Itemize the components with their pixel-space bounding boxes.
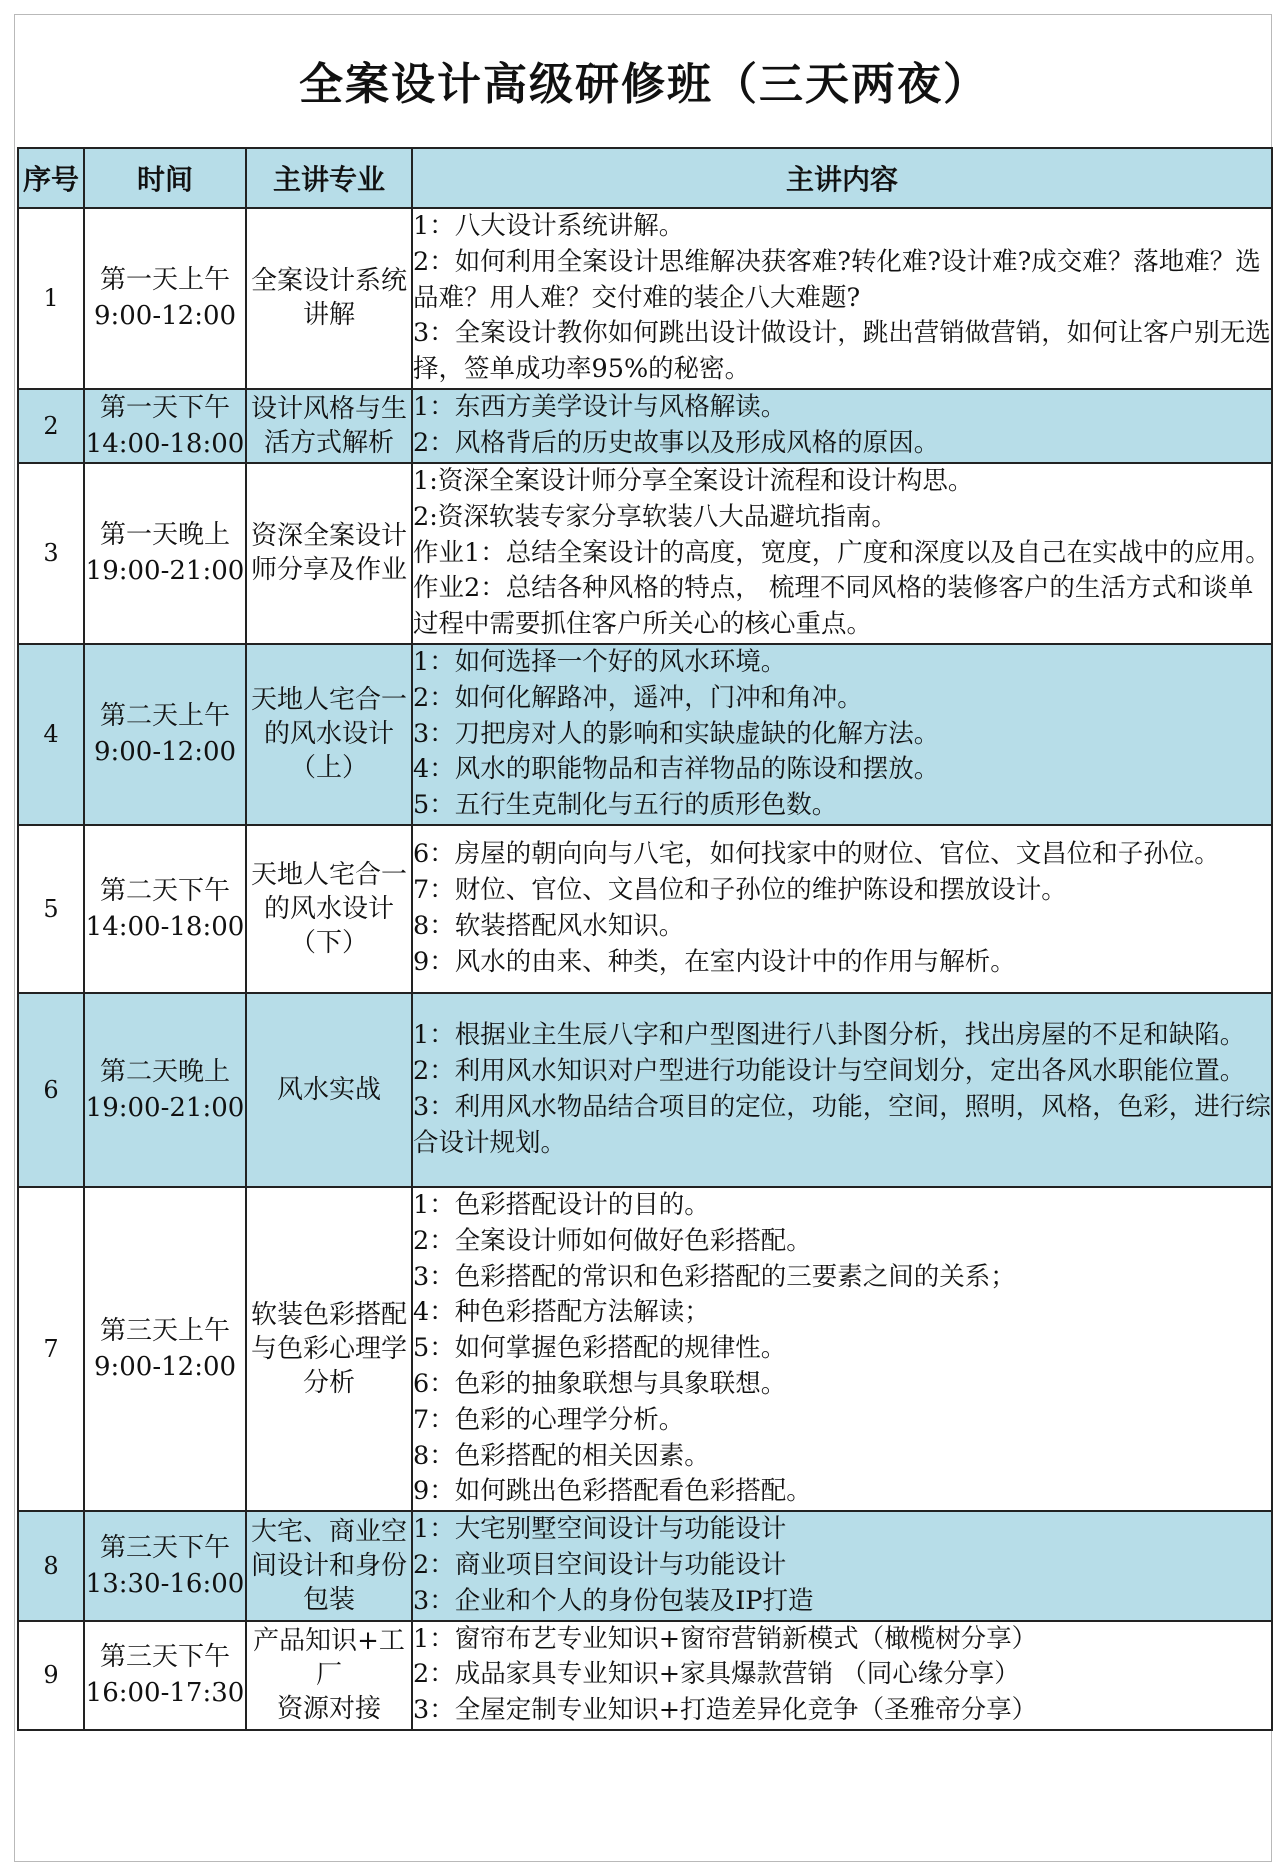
time-line: 9:00-12:00	[93, 301, 237, 332]
row-content	[412, 1511, 1272, 1620]
page-title: 全案设计高级研修班（三天两夜）	[299, 59, 989, 110]
table-row	[18, 993, 1272, 1187]
content-item: 7：财位、官位、文昌位和子孙位的维护陈设和摆放设计。	[413, 875, 1067, 906]
subject-line: 与色彩心理学	[250, 1334, 407, 1365]
row-content	[412, 389, 1272, 463]
content-item: 6：色彩的抽象联想与具象联想。	[413, 1368, 787, 1399]
schedule-sheet	[14, 14, 1272, 1862]
row-content	[412, 208, 1272, 389]
content-item: 5：五行生克制化与五行的质形色数。	[413, 790, 838, 821]
subject-line: 讲解	[302, 300, 355, 331]
row-subject	[246, 1187, 412, 1511]
subject-line: （下）	[289, 927, 368, 958]
content-item: 2：成品家具专业知识+家具爆款营销 （同心缘分享）	[413, 1659, 1020, 1690]
content-item: 2：商业项目空间设计与功能设计	[413, 1549, 787, 1580]
row-time	[84, 644, 246, 825]
table-row	[18, 1621, 1272, 1730]
table-row	[18, 463, 1272, 644]
row-seq: 1	[18, 208, 84, 389]
content-item: 6：房屋的朝向向与八宅，如何找家中的财位、官位、文昌位和子孙位。	[413, 839, 1220, 870]
row-seq: 5	[18, 825, 84, 993]
row-content	[412, 825, 1272, 993]
header-seq: 序号	[18, 148, 84, 208]
time-line: 第三天下午	[99, 1532, 230, 1563]
content-item: 5：如何掌握色彩搭配的规律性。	[413, 1333, 787, 1364]
content-item: 1：大宅别墅空间设计与功能设计	[413, 1514, 787, 1545]
time-line: 第一天上午	[99, 265, 230, 296]
subject-line: 资深全案设计	[250, 521, 407, 552]
table-row	[18, 825, 1272, 993]
subject-line: 资源对接	[276, 1694, 381, 1725]
content-item: 2:资深软装专家分享软装八大品避坑指南。	[413, 501, 897, 532]
row-subject	[246, 1511, 412, 1620]
content-item: 7：色彩的心理学分析。	[413, 1404, 685, 1435]
schedule-table	[17, 147, 1273, 1731]
row-time	[84, 463, 246, 644]
subject-line: 风水实战	[276, 1074, 381, 1105]
content-item: 8：软装搭配风水知识。	[413, 910, 685, 941]
header-content: 主讲内容	[412, 148, 1272, 208]
row-content	[412, 463, 1272, 644]
row-subject	[246, 993, 412, 1187]
table-row	[18, 1511, 1272, 1620]
time-line: 9:00-12:00	[93, 1352, 237, 1383]
content-item: 1：色彩搭配设计的目的。	[413, 1189, 710, 1220]
row-seq: 4	[18, 644, 84, 825]
time-line: 14:00-18:00	[85, 911, 245, 942]
row-time	[84, 1511, 246, 1620]
row-seq: 3	[18, 463, 84, 644]
content-item: 8：色彩搭配的相关因素。	[413, 1440, 710, 1471]
content-item: 作业1：总结全案设计的高度，宽度，广度和深度以及自己在实战中的应用。	[413, 537, 1271, 568]
content-item: 3：企业和个人的身份包装及IP打造	[413, 1585, 814, 1616]
row-time	[84, 825, 246, 993]
time-line: 第三天下午	[99, 1642, 230, 1673]
subject-line: 产品知识+工厂	[253, 1626, 405, 1691]
header-time: 时间	[84, 148, 246, 208]
subject-line: 师分享及作业	[250, 555, 407, 586]
row-time	[84, 1621, 246, 1730]
header-row	[18, 148, 1272, 208]
table-row	[18, 389, 1272, 463]
time-line: 19:00-21:00	[85, 1092, 245, 1123]
subject-line: 全案设计系统	[250, 266, 407, 297]
row-seq: 7	[18, 1187, 84, 1511]
row-time	[84, 389, 246, 463]
row-seq: 6	[18, 993, 84, 1187]
subject-line: 设计风格与生	[250, 393, 407, 424]
subject-line: 活方式解析	[263, 427, 394, 458]
content-item: 作业2：总结各种风格的特点， 梳理不同风格的装修客户的生活方式和谈单过程中需要抓住客户所关心的核心重点。	[413, 573, 1254, 640]
row-subject	[246, 644, 412, 825]
content-item: 2：利用风水知识对户型进行功能设计与空间划分，定出各风水职能位置。	[413, 1056, 1246, 1087]
row-seq: 9	[18, 1621, 84, 1730]
row-subject	[246, 1621, 412, 1730]
subject-line: 软装色彩搭配	[250, 1300, 407, 1331]
content-item: 1:资深全案设计师分享全案设计流程和设计构思。	[413, 465, 974, 496]
row-time	[84, 208, 246, 389]
subject-line: 包装	[302, 1584, 355, 1615]
subject-line: 的风水设计	[263, 719, 394, 750]
row-content	[412, 644, 1272, 825]
content-item: 2：如何利用全案设计思维解决获客难?转化难?设计难?成交难？落地难？选品难？用人难？交付难的装企八大难题?	[413, 246, 1261, 313]
row-seq: 8	[18, 1511, 84, 1620]
content-item: 1：根据业主生辰八字和户型图进行八卦图分析，找出房屋的不足和缺陷。	[413, 1020, 1246, 1051]
content-item: 1：窗帘布艺专业知识+窗帘营销新模式（橄榄树分享）	[413, 1623, 1038, 1654]
content-item: 4：种色彩搭配方法解读；	[413, 1297, 710, 1328]
content-item: 3：全屋定制专业知识+打造差异化竞争（圣雅帝分享）	[413, 1695, 1038, 1726]
content-item: 2：风格背后的历史故事以及形成风格的原因。	[413, 427, 940, 458]
time-line: 16:00-17:30	[85, 1678, 245, 1709]
content-item: 3：利用风水物品结合项目的定位，功能，空间，照明，风格，色彩，进行综合设计规划。	[413, 1091, 1271, 1158]
subject-line: 分析	[302, 1368, 355, 1399]
subject-line: 的风水设计	[263, 893, 394, 924]
row-subject	[246, 825, 412, 993]
subject-line: 天地人宅合一	[250, 685, 407, 716]
row-content	[412, 1187, 1272, 1511]
subject-line: 天地人宅合一	[250, 859, 407, 890]
content-item: 9：如何跳出色彩搭配看色彩搭配。	[413, 1476, 812, 1507]
row-subject	[246, 463, 412, 644]
time-line: 第二天上午	[99, 701, 230, 732]
table-row	[18, 1187, 1272, 1511]
row-time	[84, 993, 246, 1187]
subject-line: 大宅、商业空	[250, 1516, 407, 1547]
row-content	[412, 1621, 1272, 1730]
row-seq: 2	[18, 389, 84, 463]
row-content	[412, 993, 1272, 1187]
content-item: 3：刀把房对人的影响和实缺虚缺的化解方法。	[413, 718, 940, 749]
time-line: 第二天晚上	[99, 1056, 230, 1087]
table-row	[18, 208, 1272, 389]
subject-line: 间设计和身份	[250, 1550, 407, 1581]
content-item: 3：全案设计教你如何跳出设计做设计，跳出营销做营销，如何让客户别无选择，签单成功率95%的秘密。	[413, 318, 1271, 385]
row-time	[84, 1187, 246, 1511]
content-item: 9：风水的由来、种类，在室内设计中的作用与解析。	[413, 946, 1016, 977]
content-item: 2：如何化解路冲，遥冲，门冲和角冲。	[413, 682, 863, 713]
table-row	[18, 644, 1272, 825]
content-item: 3：色彩搭配的常识和色彩搭配的三要素之间的关系；	[413, 1261, 1016, 1292]
row-subject	[246, 208, 412, 389]
content-item: 1：东西方美学设计与风格解读。	[413, 392, 787, 423]
time-line: 19:00-21:00	[85, 556, 245, 587]
content-item: 2：全案设计师如何做好色彩搭配。	[413, 1225, 812, 1256]
subject-line: （上）	[289, 753, 368, 784]
time-line: 第一天下午	[99, 392, 230, 423]
time-line: 13:30-16:00	[85, 1568, 245, 1599]
content-item: 4：风水的职能物品和吉祥物品的陈设和摆放。	[413, 754, 940, 785]
time-line: 第一天晚上	[99, 520, 230, 551]
header-subject: 主讲专业	[246, 148, 412, 208]
row-subject	[246, 389, 412, 463]
time-line: 第二天下午	[99, 875, 230, 906]
time-line: 14:00-18:00	[85, 428, 245, 459]
time-line: 第三天上午	[99, 1316, 230, 1347]
content-item: 1：八大设计系统讲解。	[413, 211, 685, 241]
time-line: 9:00-12:00	[93, 737, 237, 768]
content-item: 1：如何选择一个好的风水环境。	[413, 646, 787, 677]
